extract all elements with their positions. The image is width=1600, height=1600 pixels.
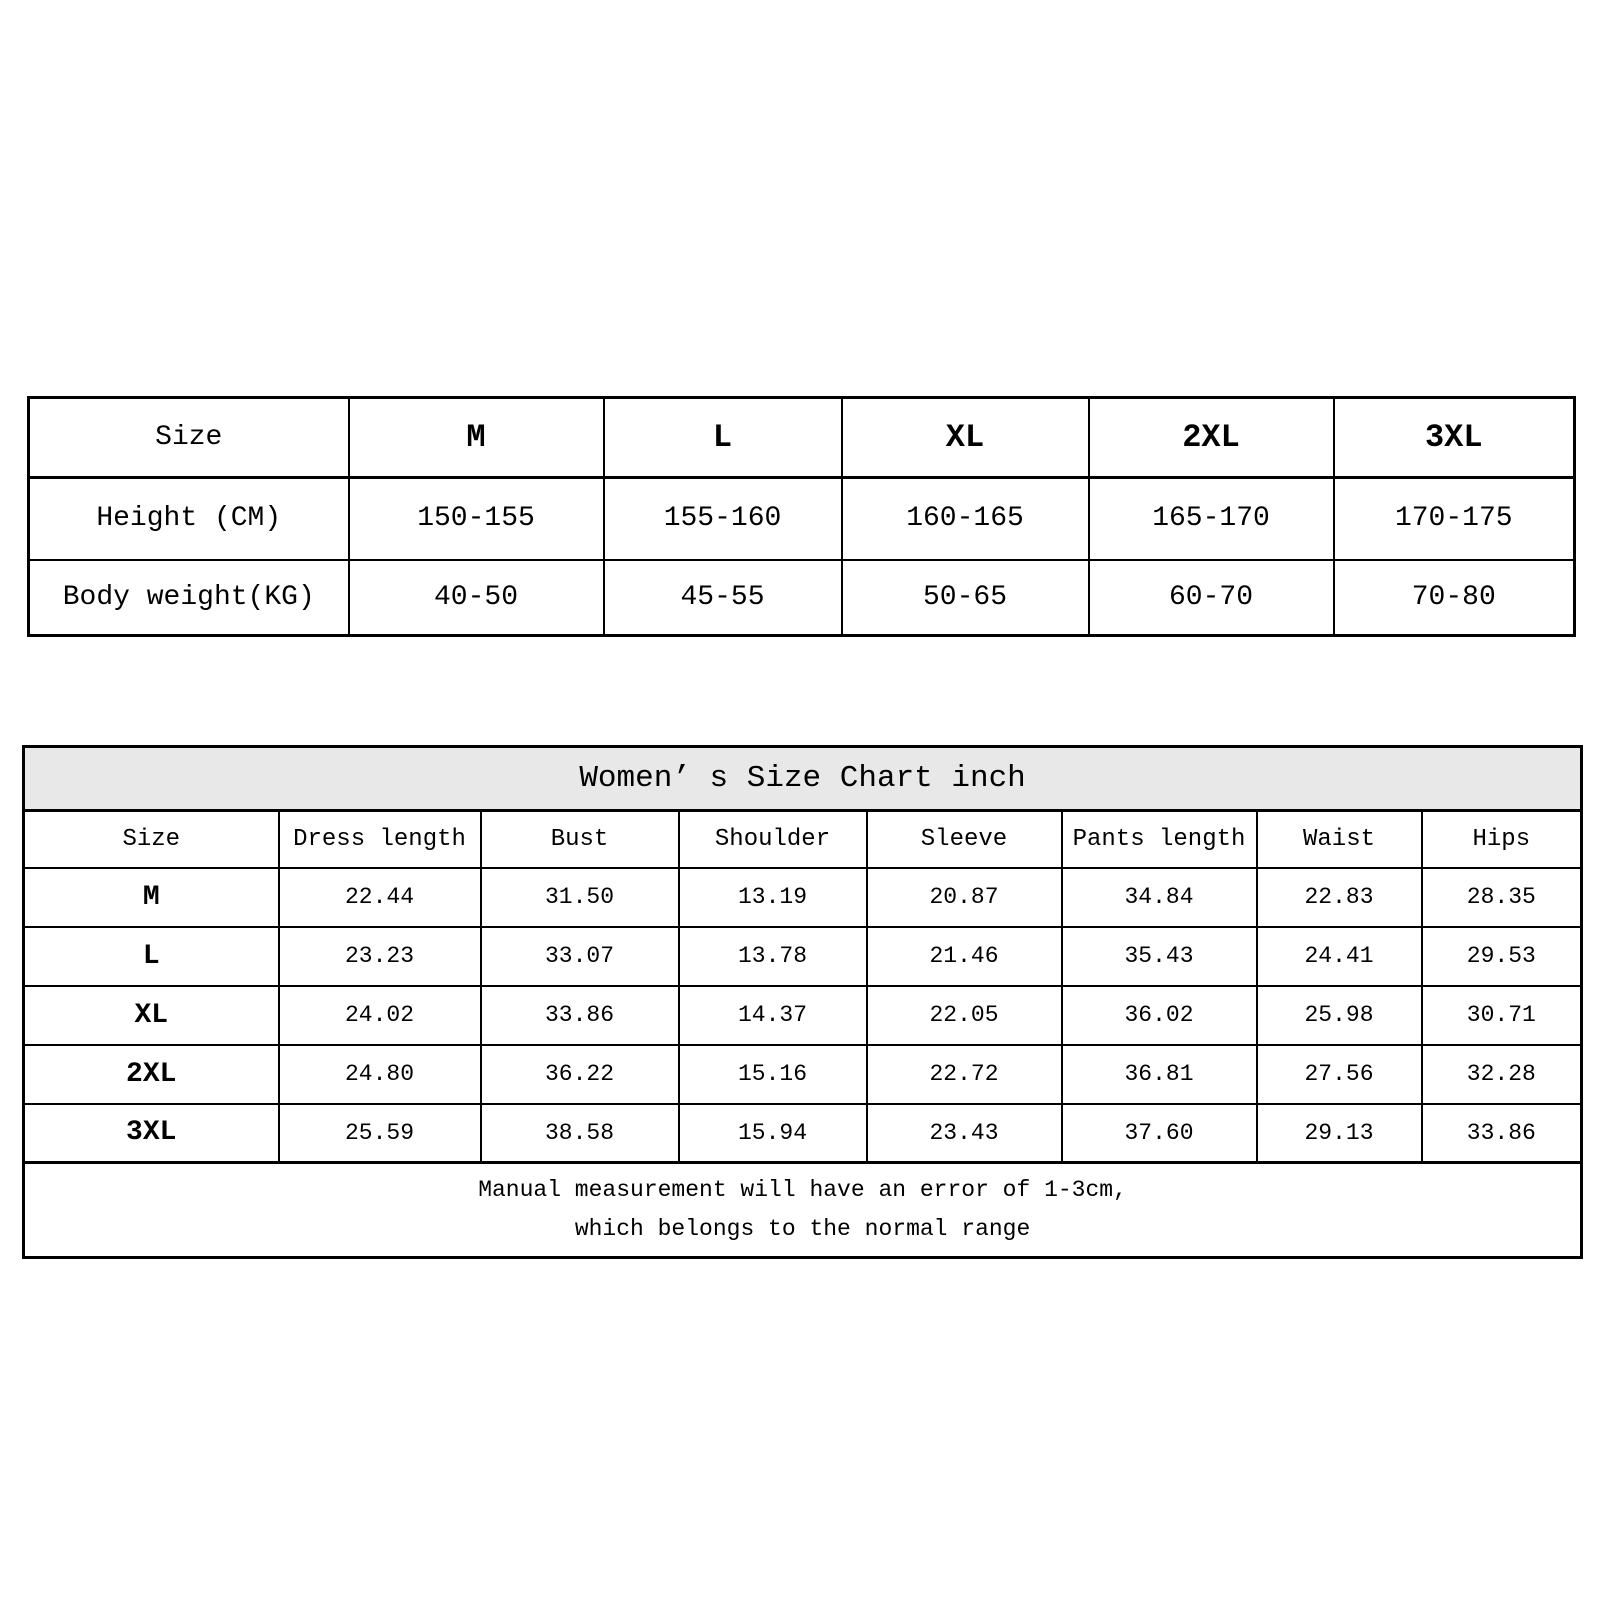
column-header-waist: Waist: [1257, 811, 1422, 868]
table-cell: 15.94: [679, 1104, 867, 1163]
table-cell: 36.22: [481, 1045, 679, 1104]
table-row-3xl: [24, 1104, 1582, 1163]
table-cell: 31.50: [481, 868, 679, 927]
table-cell: 33.86: [1422, 1104, 1582, 1163]
row-label-size: 3XL: [24, 1104, 279, 1163]
measurement-note-line1: Manual measurement will have an error of 1-3cm,: [478, 1176, 1127, 1203]
table-cell: 165-170: [1089, 478, 1334, 560]
table-cell: 23.23: [279, 927, 481, 986]
table-cell: 33.86: [481, 986, 679, 1045]
table-cell: 15.16: [679, 1045, 867, 1104]
table-cell: 22.44: [279, 868, 481, 927]
table-cell: 27.56: [1257, 1045, 1422, 1104]
table-cell: 30.71: [1422, 986, 1582, 1045]
table-cell: 34.84: [1062, 868, 1257, 927]
table-cell: 36.81: [1062, 1045, 1257, 1104]
table-row-weight: [29, 560, 1575, 636]
table-cell: 29.53: [1422, 927, 1582, 986]
table-row-height: [29, 478, 1575, 560]
table-cell: 35.43: [1062, 927, 1257, 986]
table-cell: 24.41: [1257, 927, 1422, 986]
column-header-hips: Hips: [1422, 811, 1582, 868]
table-cell: 24.80: [279, 1045, 481, 1104]
table-cell: 150-155: [349, 478, 604, 560]
womens-size-chart-inch-table: [22, 745, 1583, 1259]
column-header-m: M: [349, 398, 604, 478]
table-cell: 50-65: [842, 560, 1089, 636]
row-label-height: Height (CM): [29, 478, 349, 560]
table-cell: 13.19: [679, 868, 867, 927]
row-label-size: XL: [24, 986, 279, 1045]
column-header-dress-length: Dress length: [279, 811, 481, 868]
table-header-row: [24, 811, 1582, 868]
column-header-shoulder: Shoulder: [679, 811, 867, 868]
table-cell: 36.02: [1062, 986, 1257, 1045]
table-cell: 24.02: [279, 986, 481, 1045]
column-header-sleeve: Sleeve: [867, 811, 1062, 868]
table-cell: 40-50: [349, 560, 604, 636]
table-cell: 29.13: [1257, 1104, 1422, 1163]
table-cell: 14.37: [679, 986, 867, 1045]
column-header-bust: Bust: [481, 811, 679, 868]
row-label-size: M: [24, 868, 279, 927]
row-label-size: 2XL: [24, 1045, 279, 1104]
inch-table-title: Women’ s Size Chart inch: [24, 747, 1582, 811]
row-label-size: L: [24, 927, 279, 986]
table-cell: 23.43: [867, 1104, 1062, 1163]
table-footer-row: [24, 1163, 1582, 1258]
table-cell: 25.98: [1257, 986, 1422, 1045]
table-title-row: [24, 747, 1582, 811]
table-cell: 20.87: [867, 868, 1062, 927]
table-cell: 28.35: [1422, 868, 1582, 927]
table-row-2xl: [24, 1045, 1582, 1104]
table-row-xl: [24, 986, 1582, 1045]
table-cell: 13.78: [679, 927, 867, 986]
column-header-3xl: 3XL: [1334, 398, 1575, 478]
column-header-xl: XL: [842, 398, 1089, 478]
table-cell: 22.05: [867, 986, 1062, 1045]
row-label-weight: Body weight(KG): [29, 560, 349, 636]
size-height-weight-table: [27, 396, 1576, 637]
measurement-note: [24, 1163, 1582, 1258]
column-header-l: L: [604, 398, 842, 478]
table-cell: 45-55: [604, 560, 842, 636]
table-cell: 160-165: [842, 478, 1089, 560]
column-header-size: Size: [24, 811, 279, 868]
table-cell: 32.28: [1422, 1045, 1582, 1104]
table-cell: 37.60: [1062, 1104, 1257, 1163]
table-cell: 22.72: [867, 1045, 1062, 1104]
column-header-size: Size: [29, 398, 349, 478]
table-cell: 60-70: [1089, 560, 1334, 636]
table-cell: 25.59: [279, 1104, 481, 1163]
table-row-m: [24, 868, 1582, 927]
table-cell: 170-175: [1334, 478, 1575, 560]
column-header-pants-length: Pants length: [1062, 811, 1257, 868]
table-cell: 70-80: [1334, 560, 1575, 636]
table-cell: 21.46: [867, 927, 1062, 986]
table-cell: 38.58: [481, 1104, 679, 1163]
table-cell: 22.83: [1257, 868, 1422, 927]
column-header-2xl: 2XL: [1089, 398, 1334, 478]
table-cell: 33.07: [481, 927, 679, 986]
table-cell: 155-160: [604, 478, 842, 560]
table-row-l: [24, 927, 1582, 986]
measurement-note-line2: which belongs to the normal range: [574, 1216, 1031, 1242]
table-row: [29, 398, 1575, 478]
